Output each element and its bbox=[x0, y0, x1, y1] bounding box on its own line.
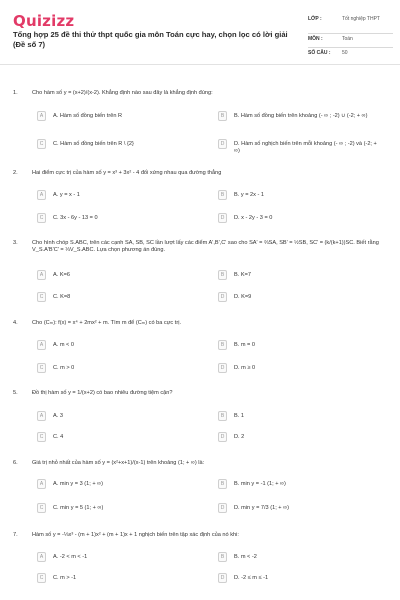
option-text: D. Hàm số nghịch biến trên mỗi khoảng (- ∞ ; -2) và (-2; + ∞) bbox=[234, 141, 377, 154]
question-number: 2. bbox=[13, 170, 18, 176]
option-letter-box[interactable]: B bbox=[218, 190, 227, 200]
option-letter-box[interactable]: D bbox=[218, 139, 227, 149]
option-letter-box[interactable]: B bbox=[218, 479, 227, 489]
option-text: A. Hàm số đồng biến trên R bbox=[53, 113, 123, 119]
question-number: 3. bbox=[13, 240, 18, 246]
option-letter-box[interactable]: C bbox=[37, 573, 46, 583]
worksheet-title: Tổng hợp 25 đề thi thử thpt quốc gia môn Toán cực hay, chọn lọc có lời giải (Đề số 7) bbox=[13, 30, 288, 49]
header-divider bbox=[0, 64, 400, 65]
option-text: B. 1 bbox=[234, 413, 244, 419]
option-letter-box[interactable]: C bbox=[37, 432, 46, 442]
meta-value: 50 bbox=[342, 50, 348, 56]
option-letter-box[interactable]: D bbox=[218, 503, 227, 513]
meta-row-subject bbox=[308, 34, 393, 48]
option-text: C. m > -1 bbox=[53, 575, 77, 581]
meta-value: Toán bbox=[342, 36, 353, 42]
option-text: A. K=6 bbox=[53, 272, 70, 278]
option-text: D. x - 2y - 3 = 0 bbox=[234, 215, 273, 221]
meta-value: Tốt nghiệp THPT bbox=[342, 16, 380, 22]
option-letter-box[interactable]: C bbox=[37, 292, 46, 302]
question-text: Cho hàm số y = (x+2)/(x-2). Khẳng định nào sau đây là khẳng định đúng: bbox=[32, 90, 213, 96]
option-text: A. min y = 3 (1; + ∞) bbox=[53, 481, 103, 487]
option-letter-box[interactable]: D bbox=[218, 213, 227, 223]
option-text: D. min y = 7/3 (1; + ∞) bbox=[234, 505, 289, 511]
option-text: B. min y = -1 (1; + ∞) bbox=[234, 481, 286, 487]
question-number: 4. bbox=[13, 320, 18, 326]
question-text: Đồ thị hàm số y = 1/(x+2) có bao nhiêu đường tiệm cận? bbox=[32, 390, 173, 396]
option-text: C. 4 bbox=[53, 434, 64, 440]
option-letter-box[interactable]: C bbox=[37, 503, 46, 513]
option-letter-box[interactable]: A bbox=[37, 340, 46, 350]
option-letter-box[interactable]: B bbox=[218, 552, 227, 562]
option-letter-box[interactable]: B bbox=[218, 111, 227, 121]
option-letter-box[interactable]: A bbox=[37, 411, 46, 421]
option-text: A. y = x - 1 bbox=[53, 192, 80, 198]
option-letter-box[interactable]: D bbox=[218, 573, 227, 583]
option-letter-box[interactable]: D bbox=[218, 292, 227, 302]
option-text: C. K=8 bbox=[53, 294, 71, 300]
question-number: 6. bbox=[13, 460, 18, 466]
question-text: Hai điểm cực trị của hàm số y = x³ + 3x² - 4 đối xứng nhau qua đường thẳng bbox=[32, 170, 222, 176]
option-text: D. 2 bbox=[234, 434, 245, 440]
option-text: B. y = 2x - 1 bbox=[234, 192, 265, 198]
meta-label: MÔN : bbox=[308, 36, 323, 42]
option-text: C. 3x - 6y - 13 = 0 bbox=[53, 215, 98, 221]
question-number: 1. bbox=[13, 90, 18, 96]
option-letter-box[interactable]: C bbox=[37, 139, 46, 149]
question-number: 7. bbox=[13, 532, 18, 538]
option-text: B. Hàm số đồng biến trên khoảng (- ∞ ; -2) ∪ (-2; + ∞) bbox=[234, 113, 368, 119]
option-text: C. m > 0 bbox=[53, 365, 75, 371]
option-text: B. K=7 bbox=[234, 272, 251, 278]
question-number: 5. bbox=[13, 390, 18, 396]
question-text: Giá trị nhỏ nhất của hàm số y = (x²+x+1)/(x-1) trên khoảng (1; + ∞) là: bbox=[32, 460, 205, 466]
option-text: C. min y = 5 (1; + ∞) bbox=[53, 505, 104, 511]
option-letter-box[interactable]: D bbox=[218, 363, 227, 373]
option-text: D. K=9 bbox=[234, 294, 252, 300]
option-letter-box[interactable]: C bbox=[37, 213, 46, 223]
option-letter-box[interactable]: A bbox=[37, 552, 46, 562]
option-letter-box[interactable]: C bbox=[37, 363, 46, 373]
meta-label: LỚP : bbox=[308, 16, 322, 22]
option-letter-box[interactable]: B bbox=[218, 411, 227, 421]
option-letter-box[interactable]: D bbox=[218, 432, 227, 442]
option-text: A. m < 0 bbox=[53, 342, 74, 348]
option-text: B. m < -2 bbox=[234, 554, 257, 560]
option-letter-box[interactable]: A bbox=[37, 190, 46, 200]
question-text: Cho hình chóp S.ABC, trên các cạnh SA, SB, SC lần lượt lấy các điểm A',B',C' sao cho SA' = ⅔SA, SB' = ½SB, SC' = (k/(k+1))SC. Biết rằng V_S.A'B'C' = ⅓V_S.ABC. Lựa chọn phương án đúng. bbox=[32, 240, 379, 253]
option-text: C. Hàm số đồng biến trên R \ {2} bbox=[53, 141, 134, 147]
question-text: Hàm số y = -⅓x³ - (m + 1)x² + (m + 1)x + 1 nghịch biến trên tập xác định của nó khi: bbox=[32, 532, 239, 538]
option-letter-box[interactable]: A bbox=[37, 270, 46, 280]
meta-row-class bbox=[308, 14, 393, 34]
meta-row-count bbox=[308, 48, 393, 62]
option-letter-box[interactable]: B bbox=[218, 270, 227, 280]
option-text: B. m = 0 bbox=[234, 342, 255, 348]
option-text: D. -2 ≤ m ≤ -1 bbox=[234, 575, 269, 581]
meta-label: SỐ CÂU : bbox=[308, 50, 331, 56]
option-text: D. m ≥ 0 bbox=[234, 365, 256, 371]
option-letter-box[interactable]: B bbox=[218, 340, 227, 350]
option-text: A. 3 bbox=[53, 413, 63, 419]
option-letter-box[interactable]: A bbox=[37, 111, 46, 121]
worksheet-meta bbox=[308, 14, 393, 62]
option-letter-box[interactable]: A bbox=[37, 479, 46, 489]
option-text: A. -2 < m < -1 bbox=[53, 554, 88, 560]
question-text: Cho (Cₘ): f(x) = x⁴ + 2mx² + m. Tìm m để (Cₘ) có ba cực trị. bbox=[32, 320, 181, 326]
quizizz-logo: Quizizz bbox=[13, 12, 75, 30]
